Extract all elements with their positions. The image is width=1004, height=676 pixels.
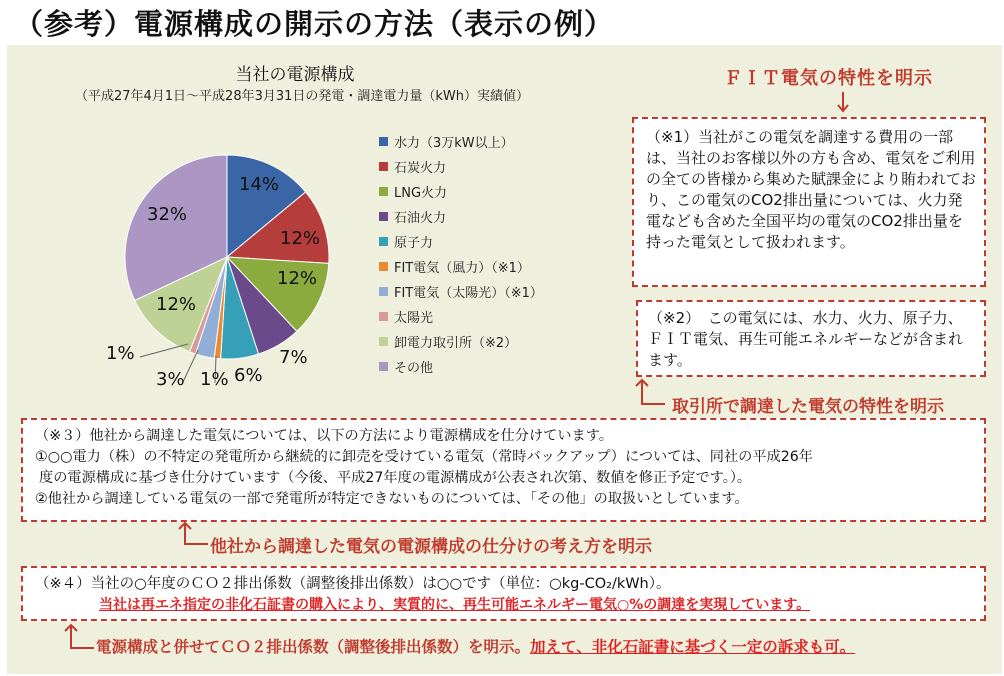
- legend-swatch: [379, 137, 388, 146]
- note3-line4: ②他社から調達している電気の一部で発電所が特定できないものについては、「その他」の取扱いとしています。: [35, 491, 749, 507]
- legend-label: 太陽光: [394, 310, 434, 326]
- down-arrow-icon: [835, 92, 851, 114]
- pie-data-label: 1%: [200, 369, 229, 390]
- legend-swatch: [379, 162, 388, 171]
- legend: [379, 132, 599, 382]
- pie-data-label: 1%: [106, 343, 135, 364]
- pie-data-label: 3%: [156, 369, 185, 390]
- leader-line: [140, 344, 188, 357]
- pie-data-label: 6%: [234, 365, 263, 386]
- legend-label: LNG火力: [394, 185, 448, 201]
- legend-item: [379, 157, 446, 175]
- legend-swatch: [379, 362, 388, 371]
- pie-data-label: 12%: [277, 268, 318, 289]
- legend-label: その他: [394, 360, 434, 376]
- legend-swatch: [379, 337, 388, 346]
- elbow-arrow-icon: [633, 378, 673, 412]
- legend-label: 石油火力: [394, 210, 447, 226]
- legend-swatch: [379, 262, 388, 271]
- legend-item: [379, 357, 433, 375]
- legend-item: [379, 257, 530, 275]
- other-source-annotation-title: 他社から調達した電気の電源構成の仕分けの考え方を明示: [210, 537, 652, 557]
- bottom-annotation: [96, 635, 855, 657]
- note3-line3: 度の電源構成に基づき仕分けています（今後、平成27年度の電源構成が公表され次第、数値を修正予定です。）。: [39, 470, 752, 486]
- bottom-annotation-part1: 電源構成と併せてＣＯ２排出係数（調整後排出係数）を明示。: [96, 638, 531, 656]
- legend-label: 卸電力取引所（※2）: [394, 335, 518, 351]
- pie-data-label: 32%: [147, 204, 188, 225]
- legend-item: [379, 182, 447, 200]
- pie-data-label: 12%: [156, 294, 197, 315]
- legend-swatch: [379, 312, 388, 321]
- legend-swatch: [379, 187, 388, 196]
- legend-item: [379, 307, 433, 325]
- pie-data-label: 12%: [280, 228, 321, 249]
- legend-label: 原子力: [394, 235, 434, 251]
- legend-item: [379, 332, 517, 350]
- note3-line1: （※３）他社から調達した電気については、以下の方法により電源構成を仕分けています。: [35, 428, 613, 444]
- note1-box: [632, 117, 986, 287]
- legend-item: [379, 207, 446, 225]
- bottom-annotation-part2: 加えて、非化石証書に基づく一定の訴求も可。: [530, 638, 856, 656]
- legend-label: 水力（3万kW以上）: [394, 135, 514, 151]
- note4-line2: 当社は再エネ指定の非化石証書の購入により、実質的に、再生可能エネルギー電気○%の調達を実現しています。: [99, 597, 811, 613]
- fit-annotation-title: ＦＩＴ電気の特性を明示: [724, 68, 933, 89]
- legend-swatch: [379, 212, 388, 221]
- note2-box: [636, 300, 986, 377]
- legend-swatch: [379, 287, 388, 296]
- note1-text: （※1）当社がこの電気を調達する費用の一部は、当社のお客様以外の方も含め、電気をご利用の全ての皆様から集めた賦課金により賄われており、この電気のCO2排出量については、火力発電なども含めた全国平均の電気のCO2排出量を持った電気として扱われます。: [646, 128, 977, 251]
- legend-item: [379, 232, 433, 250]
- pie-data-label: 14%: [239, 174, 280, 195]
- legend-item: [379, 132, 514, 150]
- page-title: （参考）電源構成の開示の方法（表示の例）: [14, 7, 615, 41]
- legend-swatch: [379, 237, 388, 246]
- legend-label: FIT電気（風力）（※1）: [394, 260, 530, 276]
- legend-label: FIT電気（太陽光）（※1）: [394, 285, 543, 301]
- legend-item: [379, 282, 543, 300]
- chart-title: 当社の電源構成: [235, 65, 355, 85]
- pie-data-label: 7%: [279, 347, 308, 368]
- note3-line2: ①○○電力（株）の不特定の発電所から継続的に卸売を受けている電気（常時バックアップ）については、同社の平成26年: [35, 449, 813, 465]
- note4-box: [21, 566, 986, 621]
- note3-box: [21, 418, 986, 522]
- note4-line1: （※４）当社の○年度のＣＯ２排出係数（調整後排出係数）は○○です（単位：○kg-CO₂/kWh）。: [35, 576, 671, 592]
- leader-line: [183, 350, 198, 382]
- legend-label: 石炭火力: [394, 160, 447, 176]
- note2-text: （※2） この電気には、水力、火力、原子力、ＦＩＴ電気、再生可能エネルギーなどが含まれます。: [648, 309, 964, 369]
- chart-subtitle: （平成27年4月1日～平成28年3月31日の発電・調達電力量（kWh）実績値）: [74, 89, 530, 104]
- exchange-annotation-title: 取引所で調達した電気の特性を明示: [672, 397, 944, 417]
